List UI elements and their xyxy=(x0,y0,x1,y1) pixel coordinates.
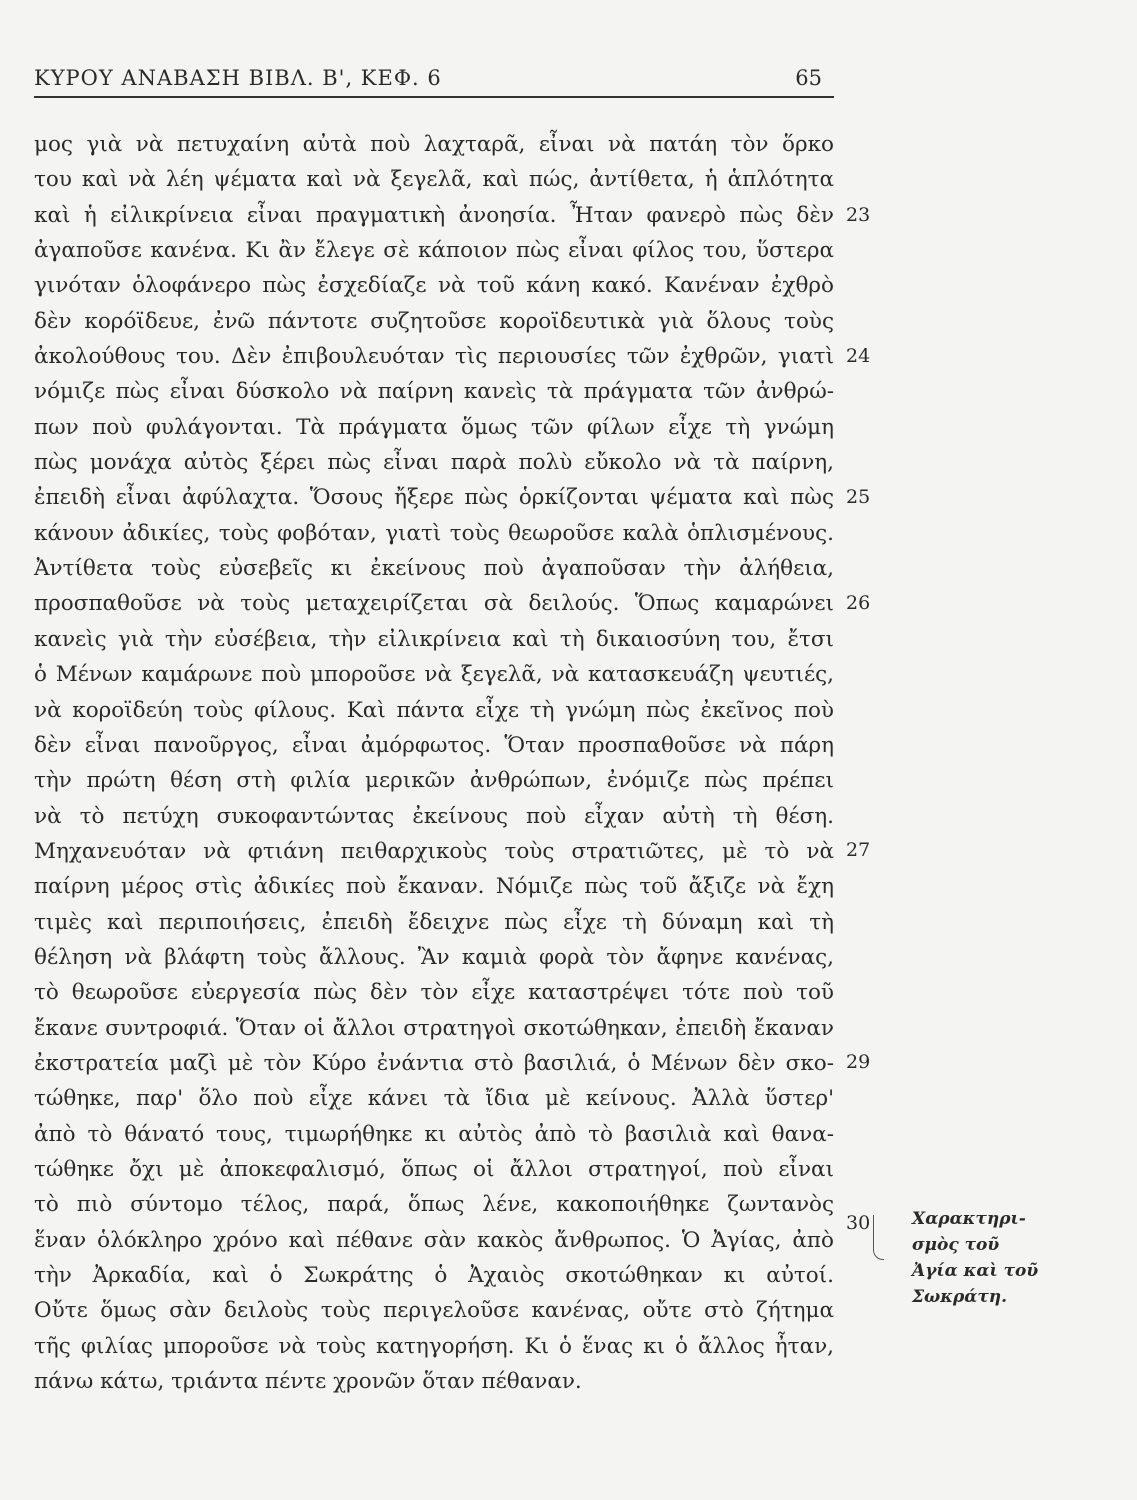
text-line: ἀκολούθους του. Δὲν ἐπιβουλευόταν τὶς περιουσίες τῶν ἐχθρῶν, γιατὶ xyxy=(34,344,834,370)
margin-bracket xyxy=(873,1215,884,1260)
header-title: ΚΥΡΟΥ ΑΝΑΒΑΣΗ ΒΙΒΛ. Β', ΚΕΦ. 6 xyxy=(34,66,442,90)
section-number-30: 30 xyxy=(846,1212,871,1234)
text-line: τώθηκε, παρ' ὅλο ποὺ εἶχε κάνει τὰ ἴδια μὲ κείνους. Ἀλλὰ ὕστερ' xyxy=(34,1086,834,1112)
margin-note-line: Σωκράτη. xyxy=(912,1287,1008,1307)
text-line: τὸ πιὸ σύντομο τέλος, παρά, ὅπως λένε, κακοποιήθηκε ζωντανὸς xyxy=(34,1192,834,1218)
text-line: τώθηκε ὄχι μὲ ἀποκεφαλισμό, ὅπως οἱ ἄλλοι στρατηγοί, ποὺ εἶναι xyxy=(34,1156,834,1182)
margin-note xyxy=(912,1206,1082,1310)
section-number-23: 23 xyxy=(846,204,871,226)
text-line: θέληση νὰ βλάφτη τοὺς ἄλλους. Ἂν καμιὰ φορὰ τὸν ἄφηνε κανένας, xyxy=(34,944,834,970)
text-line: ἔκανε συντροφιά. Ὅταν οἱ ἄλλοι στρατηγοὶ σκοτώθηκαν, ἐπειδὴ ἔκαναν xyxy=(34,1015,834,1041)
section-number-26: 26 xyxy=(846,592,871,614)
text-line: ὁ Μένων καμάρωνε ποὺ μποροῦσε νὰ ξεγελᾶ, νὰ κατασκευάζη ψευτιές, xyxy=(34,662,834,688)
text-line: ἀγαποῦσε κανένα. Κι ἂν ἔλεγε σὲ κάποιον πὼς εἶναι φίλος του, ὕστερα xyxy=(34,238,834,264)
text-line: πων ποὺ φυλάγονται. Τὰ πράγματα ὅμως τῶν φίλων εἶχε τὴ γνώμη xyxy=(34,414,834,440)
margin-note-line: Ἀγία καὶ τοῦ xyxy=(912,1261,1039,1281)
section-number-24: 24 xyxy=(846,345,871,367)
section-number-27: 27 xyxy=(846,839,871,861)
text-line: πὼς μονάχα αὐτὸς ξέρει πὼς εἶναι παρὰ πολὺ εὔκολο νὰ τὰ παίρνη, xyxy=(34,450,834,476)
text-line: τῆς φιλίας μποροῦσε νὰ τοὺς κατηγορήση. Κι ὁ ἕνας κι ὁ ἄλλος ἦταν, xyxy=(34,1333,834,1359)
section-number-25: 25 xyxy=(846,486,871,508)
text-line: κάνουν ἀδικίες, τοὺς φοβόταν, γιατὶ τοὺς θεωροῦσε καλὰ ὁπλισμένους. xyxy=(34,520,834,546)
text-line: παίρνη μέρος στὶς ἀδικίες ποὺ ἔκαναν. Νόμιζε πὼς τοῦ ἄξιζε νὰ ἔχη xyxy=(34,874,834,900)
section-number-29: 29 xyxy=(846,1051,871,1073)
text-line: τὴν Ἀρκαδία, καὶ ὁ Σωκράτης ὁ Ἀχαιὸς σκοτώθηκαν κι αὐτοί. xyxy=(34,1263,834,1288)
text-line: ἐπειδὴ εἶναι ἀφύλαχτα. Ὅσους ἤξερε πὼς ὁρκίζονται ψέματα καὶ πὼς xyxy=(34,485,834,511)
text-line: τιμὲς καὶ περιποιήσεις, ἐπειδὴ ἔδειχνε πὼς εἶχε τὴ δύναμη καὶ τὴ xyxy=(34,909,834,935)
margin-note-line: σμὸς τοῦ xyxy=(912,1235,1000,1255)
text-line: νὰ τὸ πετύχη συκοφαντώντας ἐκείνους ποὺ εἶχαν αὐτὴ τὴ θέση. xyxy=(34,803,834,829)
text-line: μος γιὰ νὰ πετυχαίνη αὐτὰ ποὺ λαχταρᾶ, εἶναι νὰ πατάη τὸν ὅρκο xyxy=(34,132,834,157)
text-line: ἀπὸ τὸ θάνατό τους, τιμωρήθηκε κι αὐτὸς ἀπὸ τὸ βασιλιὰ καὶ θανα- xyxy=(34,1121,834,1147)
text-line: νὰ κοροϊδεύη τοὺς φίλους. Καὶ πάντα εἶχε τὴ γνώμη πὼς ἐκεῖνος ποὺ xyxy=(34,697,834,723)
text-line: Ἀντίθετα τοὺς εὐσεβεῖς κι ἐκείνους ποὺ ἀγαποῦσαν τὴν ἀλήθεια, xyxy=(34,556,834,582)
text-line: του καὶ νὰ λέη ψέματα καὶ νὰ ξεγελᾶ, καὶ πώς, ἀντίθετα, ἡ ἁπλότητα xyxy=(34,167,834,193)
text-line: τὴν πρώτη θέση στὴ φιλία μερικῶν ἀνθρώπων, ἐνόμιζε πὼς πρέπει xyxy=(34,768,834,794)
body-text xyxy=(34,127,834,1399)
margin-note-line: Χαρακτηρι- xyxy=(912,1209,1026,1229)
text-line: ἐκστρατεία μαζὶ μὲ τὸν Κύρο ἐνάντια στὸ βασιλιά, ὁ Μένων δὲν σκο- xyxy=(34,1050,834,1076)
text-line: νόμιζε πὼς εἶναι δύσκολο νὰ παίρνη κανεὶς τὰ πράγματα τῶν ἀνθρώ- xyxy=(34,379,834,405)
page-number: 65 xyxy=(795,66,822,90)
running-header xyxy=(34,60,834,98)
text-line: καὶ ἡ εἰλικρίνεια εἶναι πραγματικὴ ἀνοησία. Ἦταν φανερὸ πὼς δὲν xyxy=(34,202,834,228)
text-line: γινόταν ὁλοφάνερο πὼς ἐσχεδίαζε νὰ τοῦ κάνη κακό. Κανέναν ἐχθρὸ xyxy=(34,273,834,299)
text-line: δὲν κορόϊδευε, ἐνῶ πάντοτε συζητοῦσε κοροϊδευτικὰ γιὰ ὅλους τοὺς xyxy=(34,308,834,334)
text-line: Οὔτε ὅμως σὰν δειλοὺς τοὺς περιγελοῦσε κανένας, οὔτε στὸ ζήτημα xyxy=(34,1298,834,1324)
text-line: Μηχανευόταν νὰ φτιάνη πειθαρχικοὺς τοὺς στρατιῶτες, μὲ τὸ νὰ xyxy=(34,838,834,864)
text-line: τὸ θεωροῦσε εὐεργεσία πὼς δὲν τὸν εἶχε καταστρέψει τότε ποὺ τοῦ xyxy=(34,980,834,1006)
text-line: ἕναν ὁλόκληρο χρόνο καὶ πέθανε σὰν κακὸς ἄνθρωπος. Ὁ Ἀγίας, ἀπὸ xyxy=(34,1227,834,1253)
text-line: δὲν εἶναι πανοῦργος, εἶναι ἀμόρφωτος. Ὅταν προσπαθοῦσε νὰ πάρη xyxy=(34,732,834,758)
text-line: πάνω κάτω, τριάντα πέντε χρονῶν ὅταν πέθαναν. xyxy=(34,1369,582,1395)
text-line: κανεὶς γιὰ τὴν εὐσέβεια, τὴν εἰλικρίνεια καὶ τὴ δικαιοσύνη του, ἔτσι xyxy=(34,626,834,652)
text-line: προσπαθοῦσε νὰ τοὺς μεταχειρίζεται σὰ δειλούς. Ὅπως καμαρώνει xyxy=(34,591,834,617)
